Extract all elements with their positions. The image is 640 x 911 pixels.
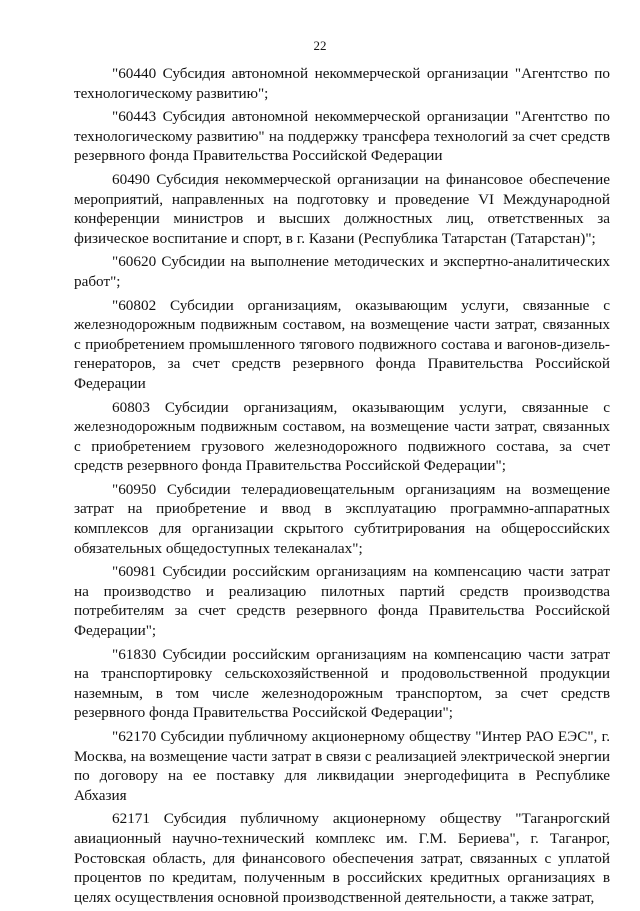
paragraph-60803: 60803 Субсидии организациям, оказывающим услуги, связанные с железнодорожным подвижным составом, на возмещение части затрат, связанных с приобретением грузового железнодорожного подвижного состава, за счет средств резервного фонда Правительства Российской Федерации"; (74, 398, 610, 475)
paragraph-62171: 62171 Субсидия публичному акционерному обществу "Таганрогский авиационный научно-технический комплекс им. Г.М. Бериева", г. Таганрог, Ростовская область, для финансового обеспечения затрат, связанных с уплатой процентов по кредитам, полученным в российских кредитных организациях в целях осуществления основной производственной деятельности, а также затрат, (74, 810, 610, 906)
paragraph-60620: "60620 Субсидии на выполнение методических и экспертно-аналитических работ"; (74, 253, 610, 290)
paragraph-60443: "60443 Субсидия автономной некоммерческой организации "Агентство по технологическому развитию" на поддержку трансфера технологий за счет средств резервного фонда Правительства Российской Федерации (74, 108, 610, 165)
paragraph-62170: "62170 Субсидии публичному акционерному обществу "Интер РАО ЕЭС", г. Москва, на возмещение части затрат в связи с реализацией электрической энергии по договору на ее поставку для ликвидации энергодефицита в Республике Абхазия (74, 728, 610, 804)
paragraph-60981: "60981 Субсидии российским организациям на компенсацию части затрат на производство и реализацию пилотных партий средств производства потребителям за счет средств резервного фонда Правительства Российской Федерации"; (74, 563, 610, 640)
document-body (74, 64, 610, 911)
paragraph-60440: "60440 Субсидия автономной некоммерческой организации "Агентство по технологическому развитию"; (74, 65, 610, 102)
paragraph-61830: "61830 Субсидии российским организациям на компенсацию части затрат на транспортировку сельскохозяйственной и продовольственной продукции наземным, в том числе железнодорожным транспортом, за счет средств резервного фонда Правительства Российской Федерации"; (74, 645, 610, 722)
page-number: 22 (313, 38, 327, 53)
paragraph-60802: "60802 Субсидии организациям, оказывающим услуги, связанные с железнодорожным подвижным составом, на возмещение части затрат, связанных с приобретением промышленного тягового подвижного состава и вагонов-дизель-генераторов, за счет средств резервного фонда Правительства Российской Федерации (74, 296, 610, 392)
paragraph-60490: 60490 Субсидия некоммерческой организации на финансовое обеспечение мероприятий, направленных на подготовку и проведение VI Международной конференции министров и высших должностных лиц, ответственных за физическое воспитание и спорт, в г. Казани (Республика Татарстан (Татарстан)"; (74, 170, 610, 247)
paragraph-60950: "60950 Субсидии телерадиовещательным организациям на возмещение затрат на приобретение и ввод в эксплуатацию программно-аппаратных комплексов для организации скрытого субтитрирования на общероссийских обязательных общедоступных телеканалах"; (74, 480, 610, 557)
